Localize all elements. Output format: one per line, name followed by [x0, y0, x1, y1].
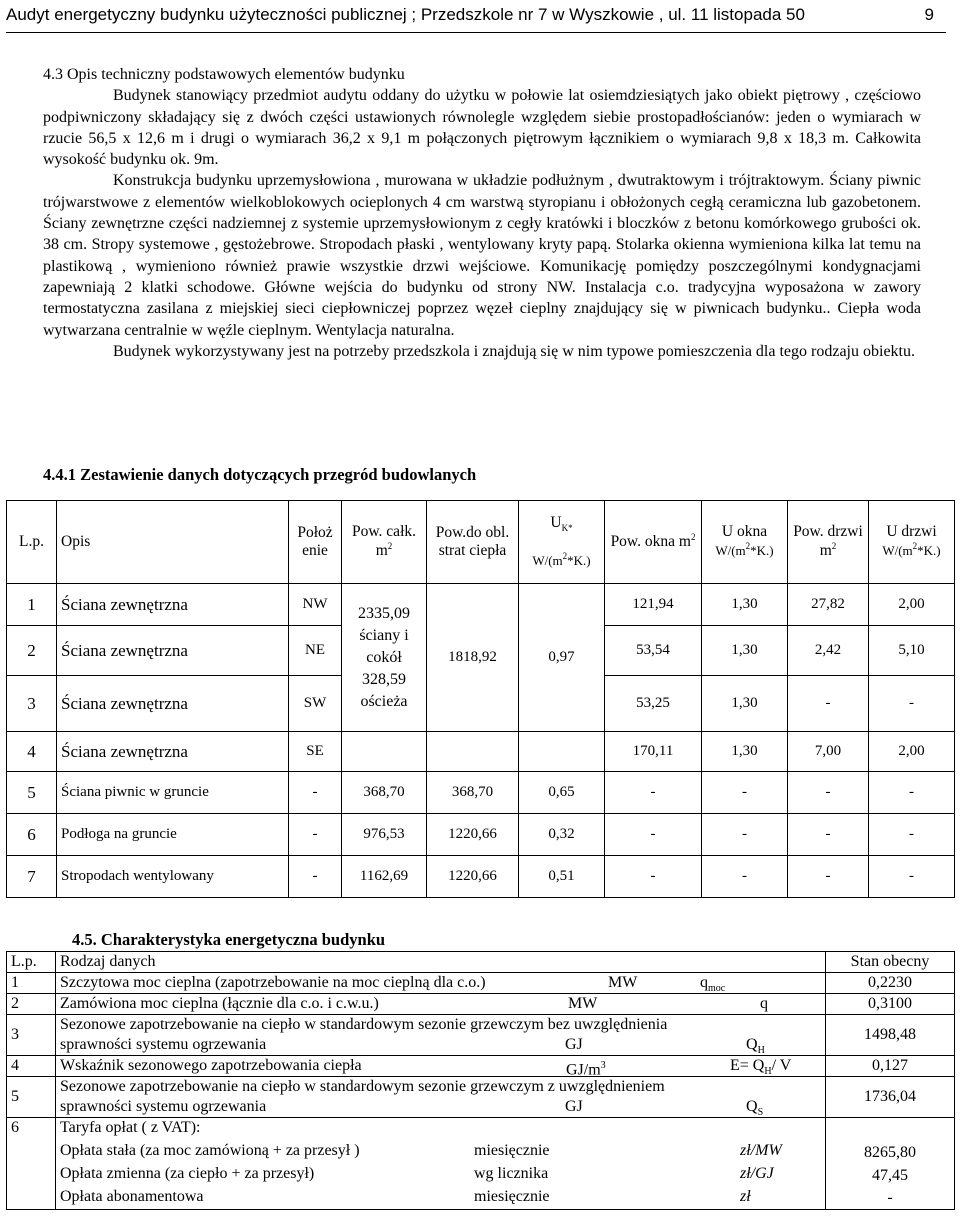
row-lp: 4 — [7, 1056, 56, 1077]
page-header — [6, 0, 946, 33]
row-opis: Podłoga na gruncie — [57, 814, 289, 856]
row-u-drzwi: 2,00 — [869, 584, 955, 626]
page-number: 9 — [924, 5, 934, 24]
u-drzwi-unit-tail: *K.) — [917, 543, 941, 559]
row-symbol: q — [760, 995, 768, 1012]
tariff-symbol: zł/GJ — [740, 1165, 774, 1182]
row-pow-calk: 976,53 — [342, 814, 427, 856]
row-symbol-sub: S — [757, 1107, 764, 1119]
uk-sub: K* — [561, 522, 573, 533]
u-okna-unit-tail: *K.) — [750, 543, 774, 559]
col-opis: Opis — [57, 501, 289, 584]
row-u-okna: 1,30 — [702, 626, 788, 676]
row-unit-main: GJ/m — [566, 1061, 601, 1079]
uk-unit-sup: 2 — [562, 550, 568, 561]
col-lp: L.p. — [7, 952, 56, 973]
row-opis: Ściana zewnętrzna — [57, 626, 289, 676]
row-lp: 1 — [7, 973, 56, 994]
row-uk — [519, 732, 605, 772]
col-rodzaj: Rodzaj danych — [56, 952, 826, 973]
table-row — [7, 732, 955, 772]
row-pow-calk — [342, 732, 427, 772]
tariff-symbol: zł — [740, 1188, 751, 1205]
row-opis: Ściana zewnętrzna — [57, 584, 289, 626]
tariff-unit: miesięcznie — [474, 1188, 550, 1205]
row-text: Szczytowa moc cieplna (zapotrzebowanie na moc cieplną dla c.o.) — [60, 974, 486, 991]
row-u-okna: 1,30 — [702, 676, 788, 732]
row-okna: - — [605, 814, 702, 856]
row-text: Sezonowe zapotrzebowanie na ciepło w standardowym sezonie grzewczym bez uwzględnienia — [60, 1016, 668, 1033]
section-4-3-paragraph-2: Konstrukcja budynku uprzemysłowiona , murowana w układzie podłużnym , dwutraktowym i trójtraktowym. Ściany piwnic trójwarstwowe z elementów wielkoblokowych ocieplonych 4 cm warstwą styropianu i obłożonych cegłą ceramiczna lub gazobetonem. Ściany zewnętrzne części nadziemnej z systemie uprzemysłowionym z cegły kratówki i bloczków z betonu komórkowego grubości ok. 38 cm. Stropy systemowe , gęstożebrowe. Stropodach płaski , wentylowany kryty papą. Stolarka okienna wymieniona kilka lat temu na plastikową , wymieniono również prawie wszystkie drzwi wejściowe. Komunikację pomiędzy poszczególnymi kondygnacjami zapewniają 2 klatki schodowe. Główne wejścia do budynku od strony NW. Instalacja c.o. tradycyjna wyposażona w zawory termostatyczna zasilana z miejskiej sieci ciepłowniczej poprzez węzeł cieplny znajdujący się w piwnicach budynku.. Ciepła woda wytwarzana centralnie w węźle cieplnym. Wentylacja naturalna. — [43, 172, 921, 339]
row-symbol-main: Q — [746, 1098, 758, 1115]
row-u-drzwi: - — [869, 856, 955, 898]
row-lp: 5 — [7, 1077, 56, 1118]
col-lp: L.p. — [7, 501, 57, 584]
row-text: Zamówiona moc cieplna (łącznie dla c.o. i c.w.u.) — [60, 995, 379, 1012]
row-opis: Ściana zewnętrzna — [57, 676, 289, 732]
table-row — [7, 1056, 955, 1077]
row-lp: 2 — [7, 994, 56, 1015]
row-poloz: - — [289, 772, 342, 814]
pow-okna-label: Pow. okna m — [610, 533, 691, 551]
row-lp: 3 — [7, 676, 57, 732]
sq-sup: 2 — [387, 541, 393, 552]
col-pow-calk — [342, 501, 427, 584]
row-drzwi: 2,42 — [788, 626, 869, 676]
uk-unit: W/(m — [532, 553, 563, 569]
row-lp: 4 — [7, 732, 57, 772]
row-lp: 7 — [7, 856, 57, 898]
section-4-3 — [43, 64, 921, 362]
col-stan: Stan obecny — [826, 952, 955, 973]
tariff-value: 47,45 — [872, 1167, 908, 1184]
partitions-table — [6, 500, 955, 898]
row-poloz: NW — [289, 584, 342, 626]
row-symbol-main: q — [700, 974, 708, 991]
tariff-value: 8265,80 — [864, 1144, 916, 1161]
pow-drzwi-sup: 2 — [831, 541, 837, 552]
row-u-drzwi: 2,00 — [869, 732, 955, 772]
row-desc — [56, 1077, 826, 1118]
table-row — [7, 1077, 955, 1118]
row-lp: 6 — [7, 1118, 56, 1210]
tariff-text: Opłata zmienna (za ciepło + za przesył) — [60, 1165, 315, 1182]
partitions-header-row — [7, 501, 955, 584]
row-text: Taryfa opłat ( z VAT): — [60, 1119, 201, 1136]
merged-pow-calk-4: 328,59 — [362, 670, 406, 688]
row-u-okna: - — [702, 856, 788, 898]
row-pow-do: 1220,66 — [427, 814, 519, 856]
row-value: 1736,04 — [826, 1077, 955, 1118]
row-poloz: SW — [289, 676, 342, 732]
col-u-okna — [702, 501, 788, 584]
row-u-drzwi: - — [869, 814, 955, 856]
table-row — [7, 856, 955, 898]
row-u-okna: 1,30 — [702, 732, 788, 772]
merged-uk: 0,97 — [519, 584, 605, 732]
row-unit: GJ — [565, 1036, 583, 1053]
row-uk: 0,51 — [519, 856, 605, 898]
row-lp: 2 — [7, 626, 57, 676]
row-value: 1498,48 — [826, 1015, 955, 1056]
table-row — [7, 1015, 955, 1056]
row-okna: - — [605, 772, 702, 814]
merged-pow-calk-5: ościeża — [360, 692, 408, 710]
table-row — [7, 994, 955, 1015]
row-symbol-main: E= Q — [730, 1057, 765, 1074]
section-4-5-title: 4.5. Charakterystyka energetyczna budynku — [72, 930, 386, 949]
row-opis: Stropodach wentylowany — [57, 856, 289, 898]
table-row — [7, 973, 955, 994]
row-u-drzwi: 5,10 — [869, 626, 955, 676]
row-okna: 53,25 — [605, 676, 702, 732]
row-value: 0,3100 — [826, 994, 955, 1015]
row-drzwi: - — [788, 676, 869, 732]
tariff-unit: wg licznika — [474, 1165, 549, 1182]
u-okna-sup: 2 — [745, 541, 751, 552]
tariff-value: - — [887, 1189, 893, 1206]
row-lp: 6 — [7, 814, 57, 856]
table-row — [7, 1118, 955, 1210]
col-pow-do: Pow.do obl. strat ciepła — [427, 501, 519, 584]
section-4-4-1-title: 4.4.1 Zestawienie danych dotyczących przegród budowlanych — [43, 465, 477, 484]
row-symbol-main: Q — [746, 1036, 758, 1053]
merged-pow-calk — [342, 584, 427, 732]
row-uk: 0,32 — [519, 814, 605, 856]
header-title: Audyt energetyczny budynku użyteczności publicznej ; Przedszkole nr 7 w Wyszkowie , ul. 11 listopada 50 — [6, 5, 805, 24]
row-lp: 3 — [7, 1015, 56, 1056]
row-uk: 0,65 — [519, 772, 605, 814]
tariff-symbol: zł/MW — [740, 1142, 782, 1159]
row-pow-do: 368,70 — [427, 772, 519, 814]
row-u-okna: 1,30 — [702, 584, 788, 626]
merged-pow-calk-3: cokół — [366, 648, 402, 666]
pow-drzwi-label: Pow. drzwi m — [793, 523, 863, 560]
col-uk — [519, 501, 605, 584]
row-unit: GJ — [565, 1098, 583, 1115]
row-text: Wskaźnik sezonowego zapotrzebowania ciepła — [60, 1057, 362, 1074]
row-lp: 5 — [7, 772, 57, 814]
section-4-3-paragraph-1: Budynek stanowiący przedmiot audytu oddany do użytku w połowie lat osiemdziesiątych jako obiekt piętrowy , częściowo podpiwniczony składający się z dwóch części ustawionych równolegle względem siebie prostopadłościanów: jeden o wymiarach w rzucie 56,5 x 12,6 m i drugi o wymiarach 36,2 x 9,1 m połączonych piętrowym łącznikiem o wymiarach 9,8 x 18,3 m. Całkowita wysokość budynku ok. 9m. — [43, 87, 921, 169]
row-pow-calk: 1162,69 — [342, 856, 427, 898]
table-row — [7, 584, 955, 626]
row-value: 0,127 — [826, 1056, 955, 1077]
tariff-text: Opłata abonamentowa — [60, 1188, 204, 1205]
table-row — [7, 772, 955, 814]
row-drzwi: - — [788, 772, 869, 814]
row-okna: - — [605, 856, 702, 898]
row-poloz: - — [289, 814, 342, 856]
row-unit: MW — [568, 995, 598, 1012]
row-unit: MW — [608, 974, 638, 991]
merged-pow-calk-1: 2335,09 — [358, 604, 410, 622]
row-text-2: sprawności systemu ogrzewania — [60, 1036, 267, 1053]
row-unit-sup: 3 — [600, 1060, 606, 1071]
pow-calk-label: Pow. całk. m — [352, 523, 416, 560]
tariff-unit: miesięcznie — [474, 1142, 550, 1159]
row-pow-do — [427, 732, 519, 772]
merged-pow-calk-2: ściany i — [359, 626, 409, 644]
section-4-3-title: 4.3 Opis techniczny podstawowych elementów budynku — [43, 66, 405, 83]
table-row — [7, 814, 955, 856]
row-symbol-sub: moc — [708, 983, 726, 995]
row-desc — [56, 973, 826, 994]
u-okna-label: U okna — [721, 523, 768, 541]
tariff-values — [826, 1118, 955, 1210]
section-4-3-paragraph-3: Budynek wykorzystywany jest na potrzeby przedszkola i znajdują się w nim typowe pomieszczenia dla tego rodzaju obiektu. — [113, 342, 915, 360]
row-drzwi: - — [788, 814, 869, 856]
row-okna: 121,94 — [605, 584, 702, 626]
tariff-text: Opłata stała (za moc zamówioną + za przesył ) — [60, 1142, 360, 1159]
row-u-drzwi: - — [869, 676, 955, 732]
col-u-drzwi — [869, 501, 955, 584]
row-u-okna: - — [702, 814, 788, 856]
row-pow-calk: 368,70 — [342, 772, 427, 814]
row-okna: 53,54 — [605, 626, 702, 676]
uk-unit-tail: *K.) — [567, 553, 591, 569]
row-opis: Ściana zewnętrzna — [57, 732, 289, 772]
row-okna: 170,11 — [605, 732, 702, 772]
row-symbol-sub: H — [757, 1045, 765, 1057]
u-okna-unit: W/(m — [715, 543, 746, 559]
row-poloz: - — [289, 856, 342, 898]
row-symbol-sub: H — [764, 1066, 772, 1078]
col-pow-okna — [605, 501, 702, 584]
row-u-drzwi: - — [869, 772, 955, 814]
row-desc — [56, 1015, 826, 1056]
row-drzwi: 7,00 — [788, 732, 869, 772]
uk-label: U — [550, 513, 562, 531]
row-pow-do: 1220,66 — [427, 856, 519, 898]
col-pow-drzwi — [788, 501, 869, 584]
row-text: Sezonowe zapotrzebowanie na ciepło w standardowym sezonie grzewczym z uwzględnieniem — [60, 1078, 665, 1095]
row-poloz: SE — [289, 732, 342, 772]
energy-header-row — [7, 952, 955, 973]
row-drzwi: - — [788, 856, 869, 898]
row-desc — [56, 1056, 826, 1077]
energy-characteristics-table — [6, 951, 955, 1210]
u-drzwi-unit: W/(m — [882, 543, 913, 559]
row-text-2: sprawności systemu ogrzewania — [60, 1098, 267, 1115]
merged-pow-do: 1818,92 — [427, 584, 519, 732]
row-value: 0,2230 — [826, 973, 955, 994]
row-u-okna: - — [702, 772, 788, 814]
col-poloz: Położ enie — [289, 501, 342, 584]
u-drzwi-sup: 2 — [912, 541, 918, 552]
row-drzwi: 27,82 — [788, 584, 869, 626]
pow-okna-sup: 2 — [690, 532, 696, 543]
row-symbol-tail: / V — [771, 1057, 792, 1074]
row-desc — [56, 1118, 826, 1210]
u-drzwi-label: U drzwi — [886, 523, 937, 541]
row-desc — [56, 994, 826, 1015]
row-opis: Ściana piwnic w gruncie — [57, 772, 289, 814]
row-lp: 1 — [7, 584, 57, 626]
row-poloz: NE — [289, 626, 342, 676]
